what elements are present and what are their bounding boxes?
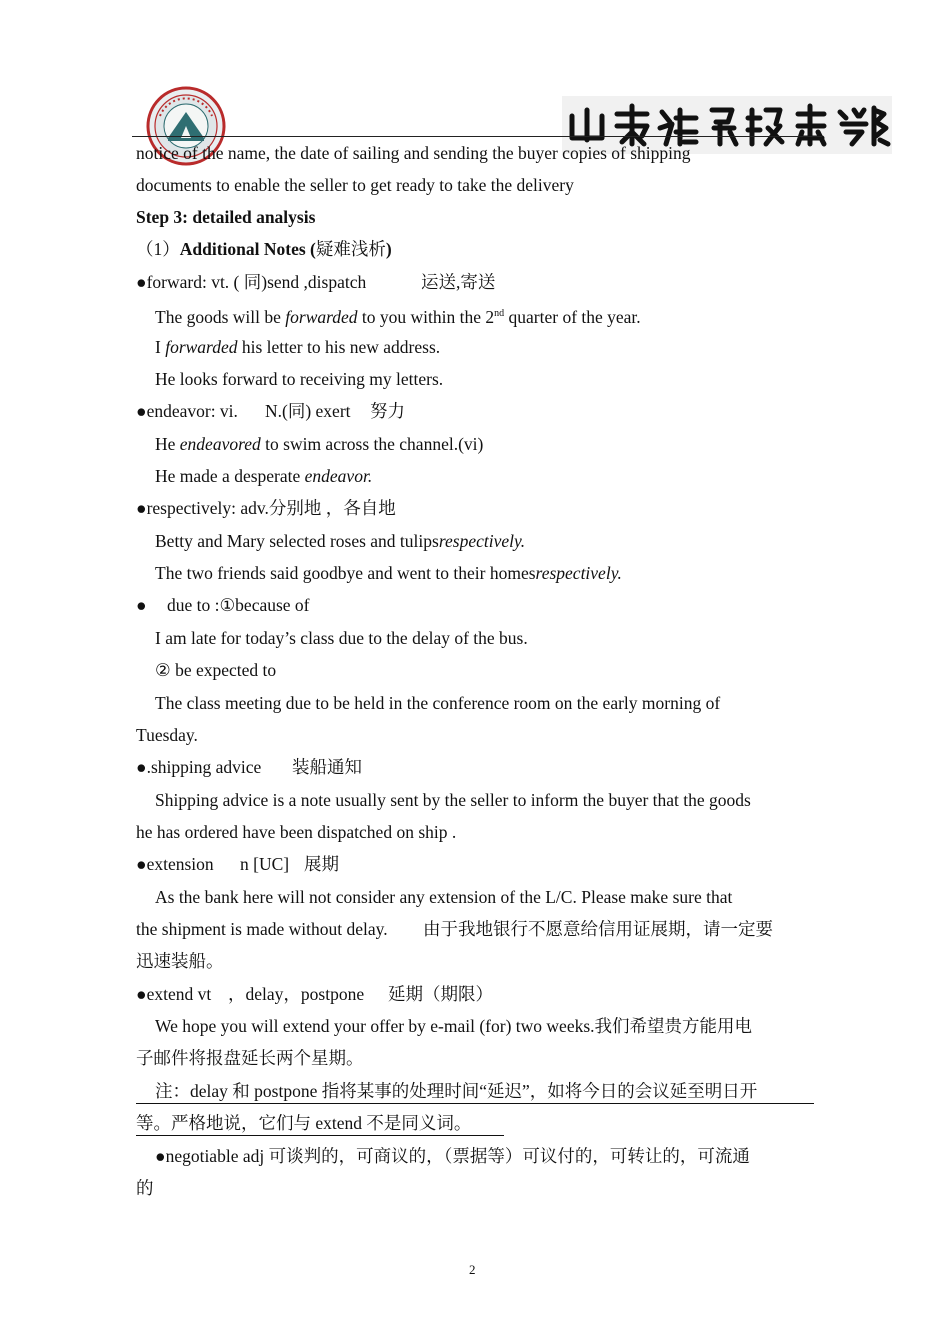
italic-term: forwarded bbox=[165, 337, 238, 357]
example-sentence: The class meeting due to be held in the conference room on the early morning of bbox=[155, 693, 721, 713]
subsection-title-close: ) bbox=[385, 239, 392, 259]
text-span: quarter of the year. bbox=[508, 306, 641, 327]
italic-term: respectively. bbox=[438, 531, 526, 551]
note-text: 等。严格地说，它们与 extend 不是同义词。 bbox=[136, 1113, 472, 1133]
vocab-meaning: 延期（期限） bbox=[388, 984, 493, 1004]
text-span: He made a desperate bbox=[155, 466, 301, 486]
subsection-number: （1） bbox=[136, 239, 180, 259]
text-span: The goods will be bbox=[155, 306, 281, 327]
example-translation: 由于我地银行不愿意给信用证展期，请一定要 bbox=[423, 919, 773, 939]
vocab-entry-endeavor: ●endeavor: vi. bbox=[136, 401, 238, 421]
vocab-synonym: N.(同) exert bbox=[265, 401, 351, 421]
example-translation: 子邮件将报盘延长两个星期。 bbox=[136, 1048, 364, 1068]
text-span: I bbox=[155, 337, 161, 357]
example-sentence: Tuesday. bbox=[136, 725, 198, 745]
example-sentence bbox=[155, 465, 372, 487]
bullet: ● bbox=[136, 595, 147, 615]
example-sentence: I am late for today’s class due to the delay of the bus. bbox=[155, 628, 528, 648]
text-span: to you within the 2 bbox=[361, 306, 495, 327]
header-rule bbox=[132, 136, 822, 137]
italic-term: endeavor. bbox=[304, 466, 373, 486]
page-number: 2 bbox=[469, 1262, 476, 1277]
example-translation: 迅速装船。 bbox=[136, 951, 224, 971]
vocab-meaning: 的 bbox=[136, 1178, 154, 1198]
text-span: to swim across the channel.(vi) bbox=[265, 434, 484, 454]
example-sentence: he has ordered have been dispatched on ship . bbox=[136, 822, 457, 842]
example-sentence: We hope you will extend your offer by e-mail (for) two weeks.我们希望贵方能用电 bbox=[155, 1016, 753, 1036]
subsection-title: Additional Notes ( bbox=[179, 239, 316, 259]
subsection-heading bbox=[136, 238, 392, 260]
example-sentence bbox=[155, 433, 483, 455]
superscript: nd bbox=[494, 308, 505, 319]
vocab-synonyms: ，delay，postpone bbox=[228, 984, 365, 1004]
text-span: He bbox=[155, 434, 176, 454]
vocab-meaning: 努力 bbox=[370, 401, 405, 421]
subsection-title-cn: 疑难浅析 bbox=[315, 239, 386, 259]
italic-term: forwarded bbox=[285, 306, 358, 327]
vocab-sense: ② be expected to bbox=[155, 660, 277, 680]
vocab-entry-respectively: ●respectively: adv.分别地 ，各自地 bbox=[136, 498, 396, 518]
text-span: The two friends said goodbye and went to their homes bbox=[155, 563, 536, 583]
vocab-meaning: 运送,寄送 bbox=[421, 272, 496, 292]
example-sentence bbox=[155, 303, 641, 328]
vocab-meaning: 装船通知 bbox=[292, 757, 362, 777]
vocab-entry-extension: ●extension bbox=[136, 854, 214, 874]
example-sentence: As the bank here will not consider any extension of the L/C. Please make sure that bbox=[155, 887, 733, 907]
vocab-pos: n [UC] bbox=[240, 854, 290, 874]
vocab-entry-negotiable: ●negotiable adj 可谈判的，可商议的，（票据等）可议付的，可转让的，可流通 bbox=[155, 1146, 750, 1166]
note-underline bbox=[136, 1135, 504, 1136]
section-heading: Step 3: detailed analysis bbox=[136, 207, 316, 227]
vocab-entry-extend: ●extend vt bbox=[136, 984, 212, 1004]
example-sentence bbox=[155, 336, 440, 358]
example-sentence bbox=[155, 530, 525, 552]
text-span: his letter to his new address. bbox=[241, 337, 441, 357]
example-sentence: Shipping advice is a note usually sent by the seller to inform the buyer that the goods bbox=[155, 790, 751, 810]
example-sentence bbox=[155, 562, 622, 584]
vocab-meaning: 展期 bbox=[304, 854, 339, 874]
vocab-entry-shipping-advice: ●.shipping advice bbox=[136, 757, 262, 777]
italic-term: endeavored bbox=[179, 434, 261, 454]
note-underline bbox=[136, 1103, 814, 1104]
example-sentence: He looks forward to receiving my letters. bbox=[155, 369, 444, 389]
italic-term: respectively. bbox=[535, 563, 622, 583]
vocab-entry-due-to: due to :①because of bbox=[167, 595, 310, 615]
text-line: documents to enable the seller to get ready to take the delivery bbox=[136, 175, 574, 195]
example-sentence: the shipment is made without delay. bbox=[136, 919, 388, 939]
vocab-entry-forward: ●forward: vt. ( 同)send ,dispatch bbox=[136, 272, 367, 292]
text-line: notice of the name, the date of sailing and sending the buyer copies of shipping bbox=[136, 143, 691, 163]
note-text: 注：delay 和 postpone 指将某事的处理时间“延迟”，如将今日的会议延至明日开 bbox=[155, 1081, 758, 1101]
text-span: Betty and Mary selected roses and tulips bbox=[155, 531, 439, 551]
